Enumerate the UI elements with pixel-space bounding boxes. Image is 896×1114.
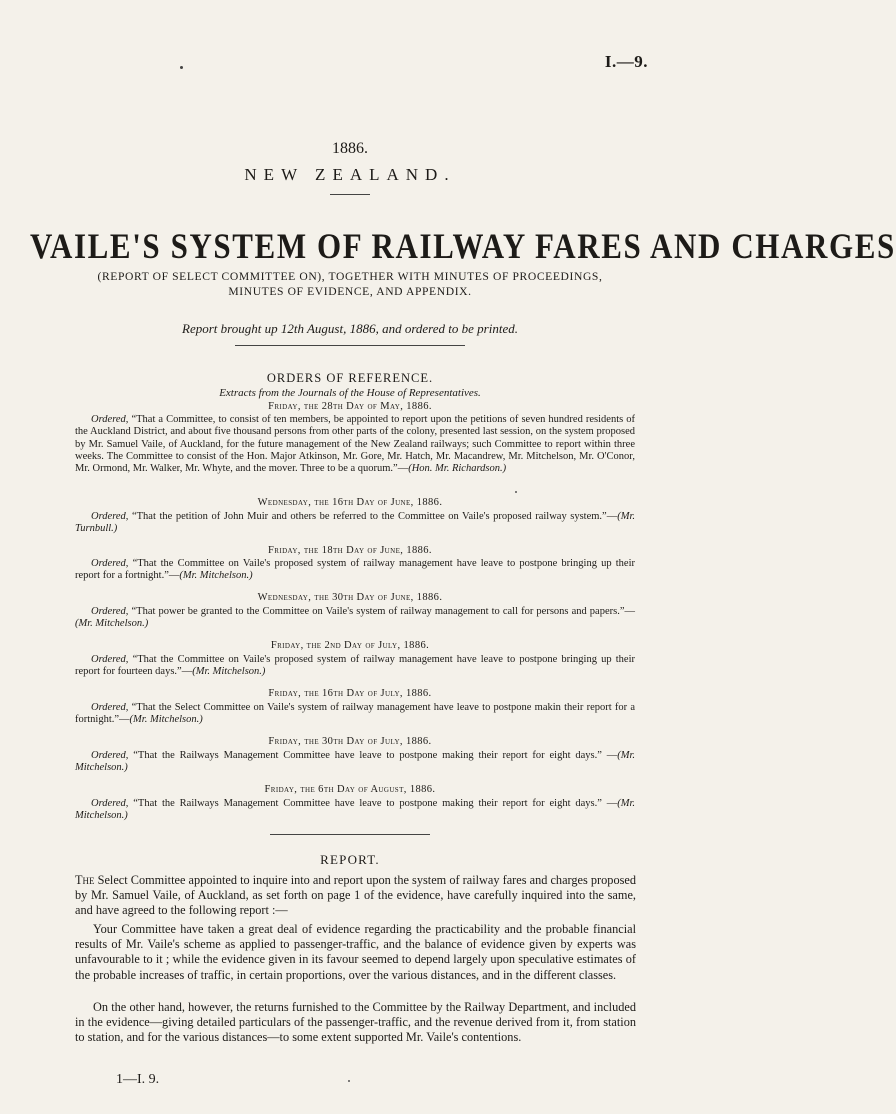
order-date: Friday, the 30th Day of July, 1886. bbox=[268, 736, 432, 747]
order-paragraph: Ordered, “That the Committee on Vaile's proposed system of railway management have leave to postpone bringing up their report for fourteen days.”—(Mr. Mitchelson.) bbox=[75, 654, 636, 678]
report-paragraph-3: On the other hand, however, the returns furnished to the Committee by the Railway Department, and included in the evidence—giving detailed particulars of the passenger-traffic, and the revenue derived from it, from station to station, and for the various distances—to some extent supported Mr. Vaile's contentions. bbox=[75, 1000, 636, 1045]
report-paragraph-1: The Select Committee appointed to inquire into and report upon the system of railway fares and charges proposed by Mr. Samuel Vaile, of Auckland, as set forth on page 1 of the evidence, have carefully inquired into the same, and have agreed to the following report :— bbox=[75, 873, 636, 918]
orders-extracts: Extracts from the Journals of the House of Representatives. bbox=[219, 387, 481, 399]
order-paragraph: Ordered, “That the Railways Management Committee have leave to postpone making their report for eight days.” —(Mr. Mitchelson.) bbox=[75, 798, 635, 822]
order-paragraph: Ordered, “That the Select Committee on Vaile's system of railway management have leave to postpone makin their report for a fortnight.”—(Mr. Mitchelson.) bbox=[75, 702, 635, 726]
document-subtitle bbox=[60, 269, 640, 299]
page-folio: 1—I. 9. bbox=[116, 1072, 160, 1087]
order-date: Friday, the 18th Day of June, 1886. bbox=[268, 545, 432, 556]
order-date: Friday, the 2nd Day of July, 1886. bbox=[270, 640, 430, 651]
order-date: Friday, the 6th Day of August, 1886. bbox=[264, 784, 436, 795]
paper-reference: I.—9. bbox=[604, 52, 648, 71]
order-paragraph: Ordered, “That the petition of John Muir and others be referred to the Committee on Vaile's proposed railway system.”—(Mr. Turnbull.) bbox=[75, 511, 635, 535]
order-date: Friday, the 28th Day of May, 1886. bbox=[268, 401, 432, 412]
divider-rule bbox=[235, 345, 465, 346]
subtitle-line-1: (REPORT OF SELECT COMMITTEE ON), TOGETHER WITH MINUTES OF PROCEEDINGS, bbox=[97, 270, 603, 283]
subtitle-line-2: MINUTES OF EVIDENCE, AND APPENDIX. bbox=[228, 285, 472, 298]
document-title: VAILE'S SYSTEM OF RAILWAY FARES AND CHARGES bbox=[30, 226, 896, 267]
report-brought-up: Report brought up 12th August, 1886, and ordered to be printed. bbox=[182, 321, 518, 336]
order-date: Friday, the 16th Day of July, 1886. bbox=[268, 688, 432, 699]
order-paragraph: Ordered, “That power be granted to the Committee on Vaile's system of railway management to call for persons and papers.”—(Mr. Mitchelson.) bbox=[75, 606, 635, 630]
ink-speck bbox=[515, 491, 517, 493]
country: NEW ZEALAND. bbox=[244, 165, 456, 184]
divider-rule bbox=[270, 834, 430, 835]
order-paragraph: Ordered, “That the Railways Management Committee have leave to postpone making their report for eight days.” —(Mr. Mitchelson.) bbox=[75, 750, 635, 774]
report-heading: REPORT. bbox=[320, 852, 380, 867]
orders-heading: ORDERS OF REFERENCE. bbox=[266, 371, 434, 385]
year: 1886. bbox=[332, 140, 368, 157]
order-paragraph: Ordered, “That the Committee on Vaile's proposed system of railway management have leave to postpone bringing up their report for a fortnight.”—(Mr. Mitchelson.) bbox=[75, 558, 636, 582]
divider-rule bbox=[330, 194, 370, 195]
order-date: Wednesday, the 30th Day of June, 1886. bbox=[257, 592, 443, 603]
order-paragraph: Ordered, “That a Committee, to consist of ten members, be appointed to report upon the petitions of seven hundred residents of the Auckland District, and about five thousand persons from other parts of the colony, presented last session, on the system proposed by Mr. Samuel Vaile, of Auckland, for the future management of the New Zealand railways; such Committee to report within three weeks. The Committee to consist of the Hon. Major Atkinson, Mr. Gore, Mr. Hatch, Mr. Macandrew, Mr. Mitchelson, Mr. O'Conor, Mr. Ormond, Mr. Walker, Mr. Whyte, and the mover. Three to be a quorum.”—(Hon. Mr. Richardson.) bbox=[75, 414, 635, 475]
ink-speck bbox=[180, 66, 183, 69]
order-date: Wednesday, the 16th Day of June, 1886. bbox=[257, 497, 443, 508]
ink-speck bbox=[348, 1080, 350, 1082]
report-paragraph-2: Your Committee have taken a great deal of evidence regarding the practicability and the probable financial results of Mr. Vaile's scheme as applied to passenger-traffic, and the balance of evidence given by experts was unfavourable to it ; while the evidence given in its favour seemed to depend largely upon speculative estimates of the probable increases of traffic, in certain proportions, over the various distances, and in the different classes. bbox=[75, 922, 636, 982]
